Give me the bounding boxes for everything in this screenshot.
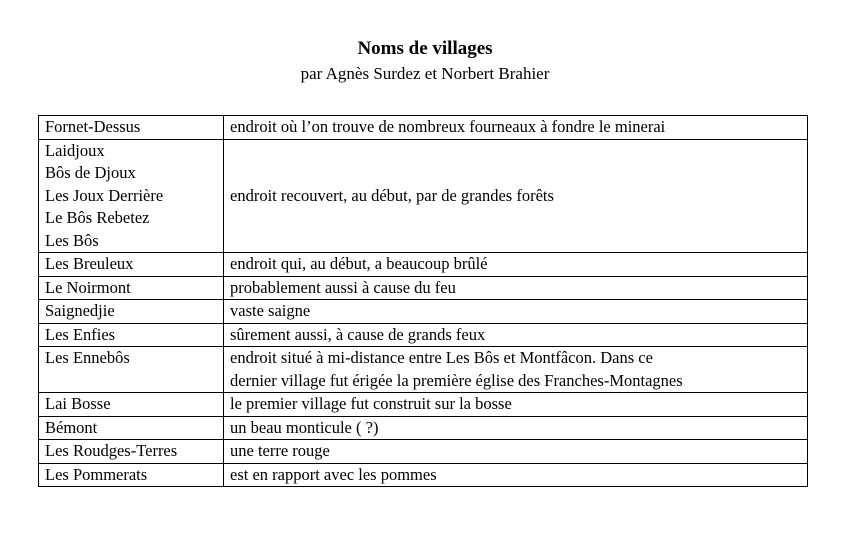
village-meaning: le premier village fut construit sur la bosse [230, 394, 512, 413]
village-meaning-cell [224, 323, 808, 347]
village-meaning-cell [224, 440, 808, 464]
village-meaning: une terre rouge [230, 441, 330, 460]
village-name-cell [39, 323, 224, 347]
village-name: Les Roudges-Terres [45, 441, 178, 460]
village-name: Lai Bosse [45, 394, 111, 413]
village-name: Les Enfies [45, 324, 116, 344]
village-meaning-cell [224, 276, 808, 300]
village-meaning-cell [224, 139, 808, 253]
village-meaning: est en rapport avec les pommes [230, 464, 437, 484]
village-meaning-cell [224, 393, 808, 417]
table-row [39, 139, 808, 253]
village-name-cell [39, 416, 224, 440]
village-name: Bôs de Djoux [45, 163, 136, 182]
document-title: Noms de villages [357, 38, 493, 59]
table-row [39, 300, 808, 324]
village-name-cell [39, 393, 224, 417]
table-row [39, 440, 808, 464]
village-meaning: endroit situé à mi-distance entre Les Bôs et Montfâcon. Dans ce [230, 348, 653, 367]
table-row [39, 393, 808, 417]
village-name-cell [39, 139, 224, 253]
village-name: Les Pommerats [45, 464, 148, 484]
village-meaning: endroit recouvert, au début, par de grandes forêts [230, 185, 554, 205]
village-name: Laidjoux [45, 140, 105, 160]
village-meaning: vaste saigne [230, 301, 311, 320]
village-names-table-body [39, 116, 808, 487]
village-meaning-cell [224, 300, 808, 324]
village-name-cell [39, 440, 224, 464]
village-name: Fornet-Dessus [45, 117, 141, 136]
village-meaning-cell [224, 463, 808, 487]
village-name: Les Breuleux [45, 254, 134, 273]
village-meaning-cell [224, 347, 808, 393]
document-subtitle: par Agnès Surdez et Norbert Brahier [300, 64, 550, 83]
village-meaning: endroit où l’on trouve de nombreux fourneaux à fondre le minerai [230, 117, 666, 136]
table-row [39, 323, 808, 347]
village-meaning: sûrement aussi, à cause de grands feux [230, 324, 486, 344]
village-name: Le Bôs Rebetez [45, 208, 150, 227]
village-name: Saignedjie [45, 301, 115, 320]
village-meaning: un beau monticule ( ?) [230, 417, 379, 437]
table-row [39, 347, 808, 393]
table-row [39, 253, 808, 277]
village-name-cell [39, 116, 224, 140]
village-name: Les Joux Derrière [45, 185, 164, 205]
village-name: Le Noirmont [45, 277, 131, 297]
village-meaning: probablement aussi à cause du feu [230, 277, 456, 297]
table-row [39, 116, 808, 140]
village-name-cell [39, 347, 224, 393]
village-meaning-cell [224, 253, 808, 277]
village-name-cell [39, 276, 224, 300]
table-row [39, 276, 808, 300]
village-name: Les Ennebôs [45, 348, 130, 367]
village-meaning-cell [224, 116, 808, 140]
village-meaning: dernier village fut érigée la première église des Franches-Montagnes [230, 370, 683, 390]
village-name: Bémont [45, 417, 98, 437]
table-row [39, 416, 808, 440]
village-meaning-cell [224, 416, 808, 440]
village-meaning: endroit qui, au début, a beaucoup brûlé [230, 254, 488, 273]
village-name-cell [39, 463, 224, 487]
table-row [39, 463, 808, 487]
village-name-cell [39, 253, 224, 277]
village-name: Les Bôs [45, 230, 99, 250]
village-name-cell [39, 300, 224, 324]
village-names-table [38, 115, 808, 487]
